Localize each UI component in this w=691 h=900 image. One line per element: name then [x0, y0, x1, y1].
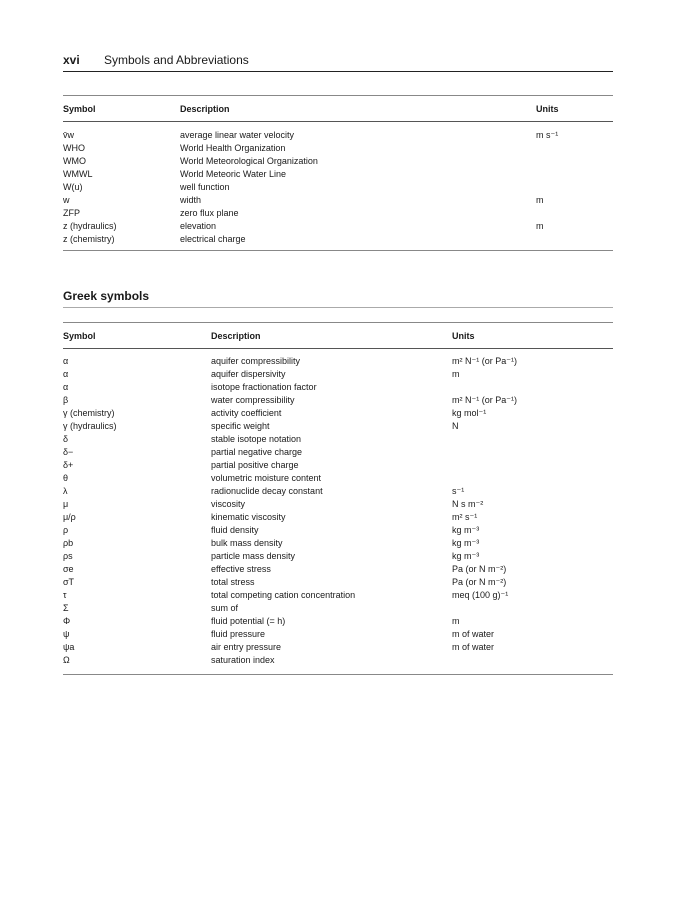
units-cell	[452, 433, 613, 446]
table-row	[63, 602, 613, 615]
description-cell: average linear water velocity	[180, 130, 295, 140]
symbol-cell: δ+	[63, 460, 74, 470]
table-header-row	[63, 96, 613, 122]
symbol-cell: α	[63, 382, 69, 392]
symbol-cell: τ	[63, 590, 67, 600]
description-cell: bulk mass density	[211, 538, 283, 548]
column-header-symbol: Symbol	[63, 330, 96, 341]
symbol-cell: ρ	[63, 525, 69, 535]
symbol-cell: γ (hydraulics)	[63, 421, 117, 431]
table-row	[63, 537, 613, 550]
table-row	[63, 628, 613, 641]
units-cell	[536, 233, 613, 251]
symbol-cell: μ	[63, 499, 69, 509]
table-header-row	[63, 323, 613, 349]
table-row	[63, 641, 613, 654]
symbol-cell: w	[63, 195, 70, 205]
description-cell: electrical charge	[180, 234, 246, 244]
symbol-cell: WMWL	[63, 169, 93, 179]
description-cell: World Health Organization	[180, 143, 286, 153]
description-cell: fluid potential (= h)	[211, 616, 286, 626]
description-cell: partial positive charge	[211, 460, 299, 470]
description-cell: zero flux plane	[180, 208, 239, 218]
units-cell: kg mol⁻¹	[452, 408, 487, 418]
symbol-cell: Φ	[63, 616, 71, 626]
table-row	[63, 524, 613, 537]
description-cell: fluid density	[211, 525, 259, 535]
table-row	[63, 142, 613, 155]
running-head	[63, 52, 613, 72]
symbol-cell: ρb	[63, 538, 74, 548]
units-cell: m	[536, 195, 544, 205]
units-cell: m² N⁻¹ (or Pa⁻¹)	[452, 395, 517, 405]
symbol-cell: ψ	[63, 629, 70, 639]
table-row	[63, 485, 613, 498]
units-cell	[452, 654, 613, 675]
table-row	[63, 394, 613, 407]
table-row	[63, 168, 613, 181]
symbol-cell: δ	[63, 434, 69, 444]
description-cell: saturation index	[211, 655, 275, 665]
description-cell: well function	[180, 182, 230, 192]
units-cell	[536, 207, 613, 220]
symbol-cell: Ω	[63, 655, 70, 665]
description-cell: fluid pressure	[211, 629, 266, 639]
column-header-description: Description	[180, 103, 230, 114]
description-cell: viscosity	[211, 499, 246, 509]
table-row	[63, 615, 613, 628]
description-cell: World Meteoric Water Line	[180, 169, 287, 179]
table-row	[63, 194, 613, 207]
symbol-cell: z (chemistry)	[63, 234, 115, 244]
description-cell: total stress	[211, 577, 255, 587]
units-cell: Pa (or N m⁻²)	[452, 577, 507, 587]
description-cell: effective stress	[211, 564, 271, 574]
symbol-cell: ψa	[63, 642, 75, 652]
description-cell: activity coefficient	[211, 408, 282, 418]
table-row	[63, 589, 613, 602]
symbol-cell: σe	[63, 564, 74, 574]
units-cell	[452, 446, 613, 459]
description-cell: partial negative charge	[211, 447, 303, 457]
description-cell: isotope fractionation factor	[211, 382, 317, 392]
symbol-cell: θ	[63, 473, 69, 483]
column-header-description: Description	[211, 330, 261, 341]
symbol-cell: γ (chemistry)	[63, 408, 115, 418]
symbol-cell: Σ	[63, 603, 69, 613]
units-cell: meq (100 g)⁻¹	[452, 590, 509, 600]
table-row	[63, 381, 613, 394]
units-cell: kg m⁻³	[452, 538, 480, 548]
units-cell: m² N⁻¹ (or Pa⁻¹)	[452, 356, 517, 366]
table-row	[63, 472, 613, 485]
description-cell: water compressibility	[211, 395, 295, 405]
symbol-cell: z (hydraulics)	[63, 221, 117, 231]
description-cell: kinematic viscosity	[211, 512, 286, 522]
table-row	[63, 420, 613, 433]
page-number: xvi	[63, 53, 80, 67]
units-cell	[536, 142, 613, 155]
column-header-units: Units	[536, 103, 559, 114]
symbol-cell: α	[63, 356, 69, 366]
symbol-cell: σT	[63, 577, 75, 587]
table-row	[63, 498, 613, 511]
description-cell: air entry pressure	[211, 642, 282, 652]
units-cell	[452, 602, 613, 615]
description-cell: aquifer dispersivity	[211, 369, 286, 379]
table-row	[63, 407, 613, 420]
description-cell: width	[180, 195, 202, 205]
symbol-cell: ρs	[63, 551, 73, 561]
description-cell: sum of	[211, 603, 239, 613]
units-cell	[452, 381, 613, 394]
symbol-cell: ZFP	[63, 208, 80, 218]
units-cell: s⁻¹	[452, 486, 465, 496]
greek-symbols-table	[63, 322, 613, 675]
description-cell: total competing cation concentration	[211, 590, 356, 600]
table-row	[63, 207, 613, 220]
column-header-units: Units	[452, 330, 475, 341]
units-cell	[536, 181, 613, 194]
symbols-table	[63, 95, 613, 251]
column-header-symbol: Symbol	[63, 103, 96, 114]
symbol-cell: α	[63, 369, 69, 379]
table-row	[63, 563, 613, 576]
description-cell: elevation	[180, 221, 217, 231]
symbol-cell: v̄w	[63, 130, 74, 140]
units-cell	[452, 459, 613, 472]
table-row	[63, 122, 613, 143]
section-title-greek-symbols: Greek symbols	[63, 289, 613, 308]
symbol-cell: WMO	[63, 156, 86, 166]
units-cell: m of water	[452, 642, 495, 652]
units-cell: kg m⁻³	[452, 525, 480, 535]
table-row	[63, 368, 613, 381]
table-row	[63, 155, 613, 168]
units-cell: N s m⁻²	[452, 499, 484, 509]
table-row	[63, 433, 613, 446]
table-row	[63, 576, 613, 589]
table-row	[63, 459, 613, 472]
units-cell	[536, 168, 613, 181]
units-cell: N	[452, 421, 459, 431]
symbol-cell: W(u)	[63, 182, 83, 192]
table-row	[63, 181, 613, 194]
symbol-cell: μ/ρ	[63, 512, 76, 522]
description-cell: radionuclide decay constant	[211, 486, 323, 496]
units-cell: m	[452, 369, 460, 379]
table-row	[63, 349, 613, 369]
table-row	[63, 550, 613, 563]
units-cell: m	[452, 616, 460, 626]
description-cell: volumetric moisture content	[211, 473, 322, 483]
units-cell: m of water	[452, 629, 495, 639]
units-cell: m² s⁻¹	[452, 512, 478, 522]
table-row	[63, 654, 613, 675]
table-row	[63, 511, 613, 524]
symbol-cell: β	[63, 395, 69, 405]
description-cell: specific weight	[211, 421, 270, 431]
table-row	[63, 220, 613, 233]
units-cell: m s⁻¹	[536, 130, 559, 140]
description-cell: aquifer compressibility	[211, 356, 301, 366]
units-cell: kg m⁻³	[452, 551, 480, 561]
table-row	[63, 233, 613, 251]
symbol-cell: λ	[63, 486, 68, 496]
symbol-cell: δ−	[63, 447, 74, 457]
table-row	[63, 446, 613, 459]
units-cell	[452, 472, 613, 485]
units-cell: m	[536, 221, 544, 231]
units-cell	[536, 155, 613, 168]
units-cell: Pa (or N m⁻²)	[452, 564, 507, 574]
description-cell: stable isotope notation	[211, 434, 302, 444]
running-title: Symbols and Abbreviations	[104, 53, 249, 67]
description-cell: World Meteorological Organization	[180, 156, 318, 166]
description-cell: particle mass density	[211, 551, 296, 561]
symbol-cell: WHO	[63, 143, 85, 153]
